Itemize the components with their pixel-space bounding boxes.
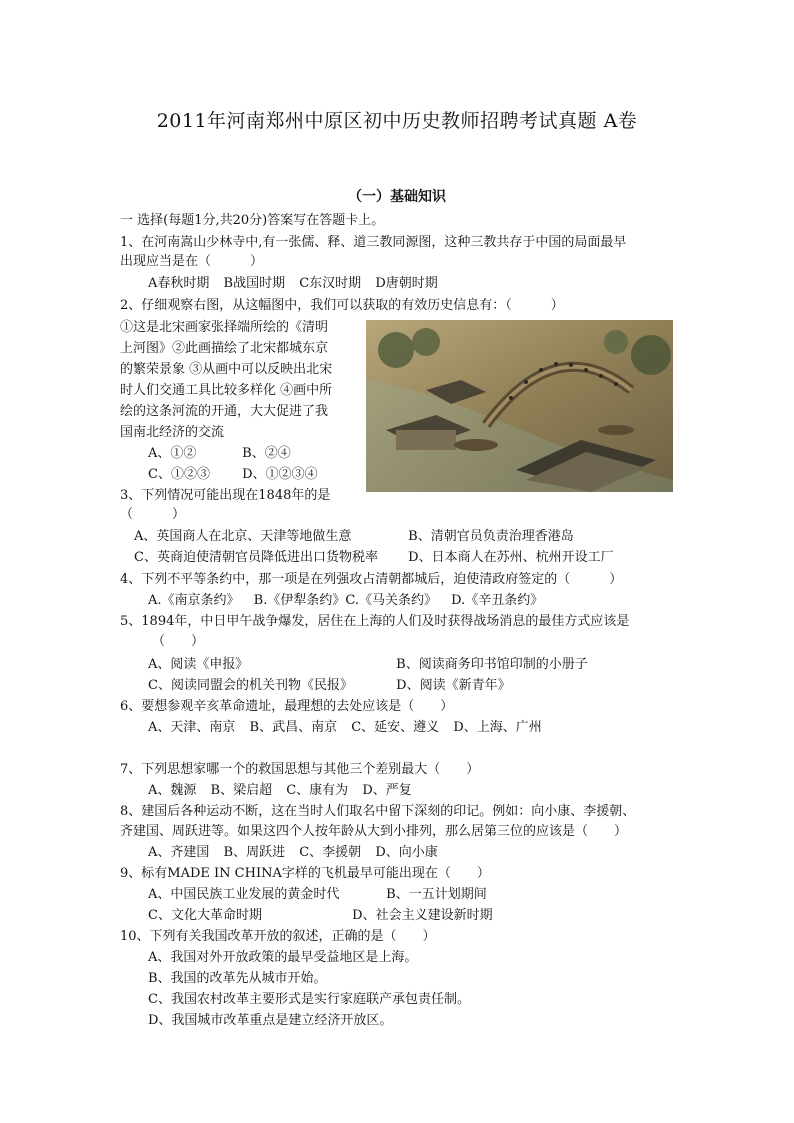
- q4-options: [148, 592, 553, 610]
- q6-option-b: B、武昌、南京: [249, 720, 338, 735]
- q3-line-2: （ ）: [120, 507, 186, 522]
- q1-option-d: D唐朝时期: [375, 276, 438, 291]
- q10-line-1: 10、下列有关我国改革开放的叙述，正确的是（ ）: [120, 929, 436, 944]
- q3-option-a: A、英国商人在北京、天津等地做生意: [134, 529, 352, 544]
- q7-options: [148, 782, 422, 800]
- q4-line-1: 4、下列不平等条约中，那一项是在列强攻占清朝都城后，迫使清政府签定的（ ）: [120, 572, 623, 587]
- q2-text-3: 的繁荣景象 ③从画中可以反映出北宋: [120, 362, 333, 377]
- q2-option-b: B、②④: [242, 446, 291, 461]
- q7-option-a: A、魏源: [148, 783, 197, 798]
- q2-text-1: ①这是北宋画家张择端所绘的《清明: [120, 320, 329, 335]
- q2-option-c: C、①②③: [148, 467, 210, 482]
- q5-option-b: B、阅读商务印书馆印制的小册子: [396, 657, 588, 672]
- q8-option-d: D、向小康: [375, 845, 438, 860]
- q9-option-c: C、文化大革命时期: [148, 908, 262, 923]
- q3-option-b: B、清朝官员负责治理香港岛: [408, 529, 574, 544]
- q4-option-d: D.《辛丑条约》: [451, 593, 544, 608]
- q8-option-a: A、齐建国: [148, 845, 210, 860]
- q4-option-a: A.《南京条约》: [148, 593, 240, 608]
- q1-options: [148, 275, 448, 293]
- q1-line-2: 出现应当是在（ ）: [120, 254, 264, 269]
- q6-option-a: A、天津、南京: [148, 720, 236, 735]
- q9-options-row1: [148, 886, 497, 904]
- q9-line-1: 9、标有MADE IN CHINA字样的飞机最早可能出现在（ ）: [120, 866, 490, 881]
- q9-options-row2: [148, 907, 503, 925]
- q10-option-a: A、我国对外开放政策的最早受益地区是上海。: [148, 950, 418, 965]
- section-heading: （一）基础知识: [348, 189, 446, 205]
- q1-option-c: C东汉时期: [299, 276, 362, 291]
- q10-option-d: D、我国城市改革重点是建立经济开放区。: [148, 1013, 393, 1028]
- q8-option-c: C、李援朝: [299, 845, 362, 860]
- q6-line-1: 6、要想参观辛亥革命遗址，最理想的去处应该是（ ）: [120, 699, 454, 714]
- q2-options-row2: [148, 466, 328, 484]
- q7-line-1: 7、下列思想家哪一个的救国思想与其他三个差别最大（ ）: [120, 762, 480, 777]
- q10-option-c: C、我国农村改革主要形式是实行家庭联产承包责任制。: [148, 992, 470, 1007]
- q7-option-d: D、严复: [362, 783, 412, 798]
- q8-options: [148, 844, 448, 862]
- q2-text-5: 绘的这条河流的开通，大大促进了我: [120, 404, 329, 419]
- q6-option-d: D、上海、广州: [453, 720, 542, 735]
- q7-option-c: C、康有为: [286, 783, 349, 798]
- q1-line-1: 1、在河南嵩山少林寺中,有一张儒、释、道三教同源图，这种三教共存于中国的局面最早: [120, 235, 627, 250]
- q1-option-a: A春秋时期: [148, 276, 210, 291]
- q1-option-b: B战国时期: [223, 276, 286, 291]
- q5-option-a: A、阅读《申报》: [148, 657, 249, 672]
- q3-options-row1: [134, 528, 584, 546]
- q2-option-a: A、①②: [148, 446, 197, 461]
- q8-line-1: 8、建国后各种运动不断，这在当时人们取名中留下深刻的印记。例如：向小康、李援朝、: [120, 804, 636, 819]
- qingming-scroll-painting: [366, 320, 673, 492]
- q6-option-c: C、延安、遵义: [351, 720, 440, 735]
- q5-options-row1: [148, 656, 598, 674]
- q4-option-bc: B.《伊犁条约》C.《马关条约》: [253, 593, 437, 608]
- q2-text-2: 上河图》②此画描绘了北宋都城东京: [120, 341, 329, 356]
- q5-options-row2: [148, 677, 521, 695]
- q2-option-d: D、①②③④: [242, 467, 318, 482]
- q2-line-1: 2、仔细观察右图，从这幅图中，我们可以获取的有效历史信息有：（ ）: [120, 298, 564, 313]
- q9-option-d: D、社会主义建设新时期: [352, 908, 493, 923]
- q2-text-6: 国南北经济的交流: [120, 425, 225, 440]
- q2-text-4: 时人们交通工具比较多样化 ④画中所: [120, 383, 333, 398]
- q5-option-c: C、阅读同盟会的机关刊物《民报》: [148, 678, 353, 693]
- q7-option-b: B、梁启超: [210, 783, 273, 798]
- q5-line-1: 5、1894年，中日甲午战争爆发，居住在上海的人们及时获得战场消息的最佳方式应该是: [120, 614, 630, 629]
- q5-line-2: （ ）: [152, 634, 205, 649]
- q8-line-2: 齐建国、周跃进等。如果这四个人按年龄从大到小排列，那么居第三位的应该是（ ）: [120, 824, 628, 839]
- q3-options-row2: [134, 549, 624, 567]
- page-title: 2011年河南郑州中原区初中历史教师招聘考试真题 A卷: [156, 110, 638, 132]
- q2-options-row1: [148, 445, 301, 463]
- q9-option-b: B、一五计划期间: [386, 887, 487, 902]
- q3-option-c: C、英商迫使清朝官员降低进出口货物税率: [134, 550, 378, 565]
- instructions: 一 选择(每题1分,共20分)答案写在答题卡上。: [120, 213, 385, 228]
- q8-option-b: B、周跃进: [223, 845, 286, 860]
- q5-option-d: D、阅读《新青年》: [396, 678, 511, 693]
- q3-option-d: D、日本商人在苏州、杭州开设工厂: [408, 550, 614, 565]
- q3-line-1: 3、下列情况可能出现在1848年的是: [120, 488, 331, 503]
- q9-option-a: A、中国民族工业发展的黄金时代: [148, 887, 340, 902]
- q6-options: [148, 719, 552, 737]
- q10-option-b: B、我国的改革先从城市开始。: [148, 971, 327, 986]
